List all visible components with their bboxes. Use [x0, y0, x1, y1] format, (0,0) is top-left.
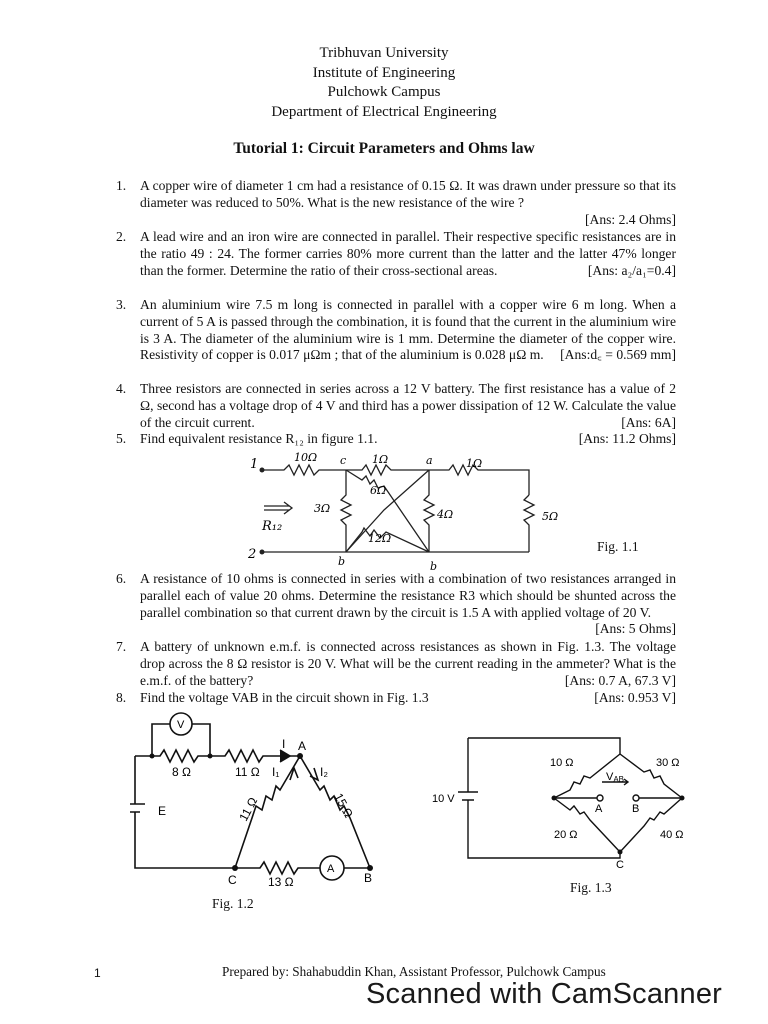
r15-label: 15 Ω — [331, 790, 356, 821]
answer: [Ans:d꜀ = 0.569 mm] — [560, 347, 676, 363]
question-2 — [116, 229, 676, 279]
r-eq-label: R₁₂ — [262, 519, 283, 534]
question-number: 6. — [116, 571, 127, 586]
answer: [Ans: 0.7 A, 67.3 V] — [564, 672, 676, 688]
question-4 — [116, 381, 676, 431]
node-a-label: a — [426, 454, 433, 467]
question-text: A resistance of 10 ohms is connected in series with a combination of two resistances arranged in parallel each of value 20 ohms. Determine the resistance R3 which should be shunted across the parallel combination so that current drawn by the circuit is 1.5 A with applied voltage of 20 V. — [140, 571, 676, 620]
node-c-label: C — [616, 859, 624, 870]
node-b-label: B — [632, 803, 640, 815]
fig-1-1-caption: Fig. 1.1 — [597, 539, 639, 554]
question-number: 1. — [116, 178, 127, 193]
r8-label: 8 Ω — [172, 765, 191, 779]
page-number: 1 — [94, 966, 101, 980]
question-number: 2. — [116, 229, 127, 244]
vab-label: VAB — [606, 771, 625, 784]
question-text: An aluminium wire 7.5 m long is connected in parallel with a copper wire 6 m long. When a current of 5 A is passed through the combination, it is found that the current in the aluminium wire is 3 A. The diameter of the aluminium wire is 1 mm. Determine the diameter of the copper wire. Resistivity of copper is 0.017 μΩm ; that of the aluminium is 0.028 μΩ m. — [140, 297, 676, 363]
institute-name: Institute of Engineering — [312, 65, 456, 81]
question-number: 3. — [116, 297, 127, 312]
question-number: 7. — [116, 639, 127, 654]
question-text: A copper wire of diameter 1 cm had a resistance of 0.15 Ω. It was drawn under pressure so that its diameter was reduced to 50%. What is the new resistance of the wire ? — [140, 178, 676, 210]
answer: [Ans: 0.953 V] — [594, 690, 676, 705]
node-b-left-label: b — [338, 555, 346, 568]
r30-label: 30 Ω — [656, 757, 680, 769]
answer: [Ans: 11.2 Ohms] — [578, 431, 676, 446]
r20-label: 20 Ω — [554, 829, 578, 841]
node-b-right-label: b — [430, 560, 438, 573]
r40-label: 40 Ω — [660, 829, 684, 841]
question-text: Find the voltage VAB in the circuit shown in Fig. 1.3 — [140, 690, 429, 705]
terminal-1-label: 1 — [250, 457, 259, 472]
prepared-by: Prepared by: Shahabuddin Khan, Assistant Professor, Pulchowk Campus — [222, 964, 606, 979]
current-i2-label: I₂ — [320, 765, 328, 779]
r12-label: 12Ω — [368, 532, 392, 545]
university-name: Tribhuvan University — [319, 45, 449, 61]
answer: [Ans: 2.4 Ohms] — [584, 211, 676, 227]
department-name: Department of Electrical Engineering — [271, 104, 497, 120]
question-3 — [116, 297, 676, 364]
r4-label: 4Ω — [437, 508, 454, 521]
node-c-label: c — [340, 454, 347, 467]
voltmeter-label: V — [177, 719, 185, 731]
answer: [Ans: 6A] — [621, 414, 676, 430]
question-8 — [116, 690, 676, 707]
terminal-2-label: 2 — [248, 547, 257, 562]
campus-name: Pulchowk Campus — [327, 84, 441, 100]
fig-1-2-caption: Fig. 1.2 — [212, 896, 254, 911]
answer: [Ans: a₂/a₁=0.4] — [587, 262, 676, 278]
r10-label: 10 Ω — [550, 757, 574, 769]
question-7 — [116, 639, 676, 689]
source-10v-label: 10 V — [432, 793, 455, 805]
r3-label: 3Ω — [314, 502, 331, 515]
question-number: 8. — [116, 690, 127, 705]
question-6 — [116, 571, 676, 638]
ammeter-label: A — [327, 863, 335, 875]
current-i1-label: I₁ — [272, 765, 280, 779]
question-text: A lead wire and an iron wire are connected in parallel. Their respective specific resistances are in the ratio 49 : 24. The former carries 80% more current than the latter and the latter 47% longer than the former. Determine the ratio of their cross-sectional areas. — [140, 229, 676, 278]
current-i-label: I — [282, 737, 286, 751]
question-number: 5. — [116, 431, 127, 446]
node-c-label: C — [228, 873, 237, 887]
r11-top-label: 11 Ω — [235, 765, 260, 779]
question-text: A battery of unknown e.m.f. is connected across resistances as shown in Fig. 1.3. The voltage drop across the 8 Ω resistor is 20 V. What will be the current reading in the ammeter? What is the e.m.f. of the battery? — [140, 639, 676, 688]
page-title: Tutorial 1: Circuit Parameters and Ohms law — [233, 140, 535, 157]
r5-label: 5Ω — [542, 510, 559, 523]
r1b-label: 1Ω — [466, 457, 483, 470]
question-text: Three resistors are connected in series across a 12 V battery. The first resistance has a value of 2 Ω, second has a voltage drop of 4 V and third has a power dissipation of 12 W. Calculate the value of the circuit current. — [140, 381, 676, 430]
figure-1-2 — [130, 710, 390, 890]
r13-label: 13 Ω — [268, 875, 294, 889]
question-number: 4. — [116, 381, 127, 396]
r1a-label: 1Ω — [372, 453, 389, 466]
figure-1-3 — [430, 730, 700, 870]
figure-1-1 — [244, 450, 584, 575]
node-a-label: A — [298, 739, 307, 753]
node-b-label: B — [364, 871, 373, 885]
r6-label: 6Ω — [370, 484, 387, 497]
camscanner-watermark: Scanned with CamScanner — [366, 978, 723, 1010]
fig-1-3-caption: Fig. 1.3 — [570, 880, 612, 895]
emf-label: E — [158, 804, 167, 818]
question-1 — [116, 178, 676, 228]
r11-side-label: 11 Ω — [236, 794, 261, 824]
question-text: Find equivalent resistance R₁₂ in figure 1.1. — [140, 431, 378, 446]
answer: [Ans: 5 Ohms] — [595, 621, 676, 637]
question-5 — [116, 431, 676, 448]
node-a-label: A — [595, 803, 603, 815]
r10-label: 10Ω — [294, 451, 318, 464]
